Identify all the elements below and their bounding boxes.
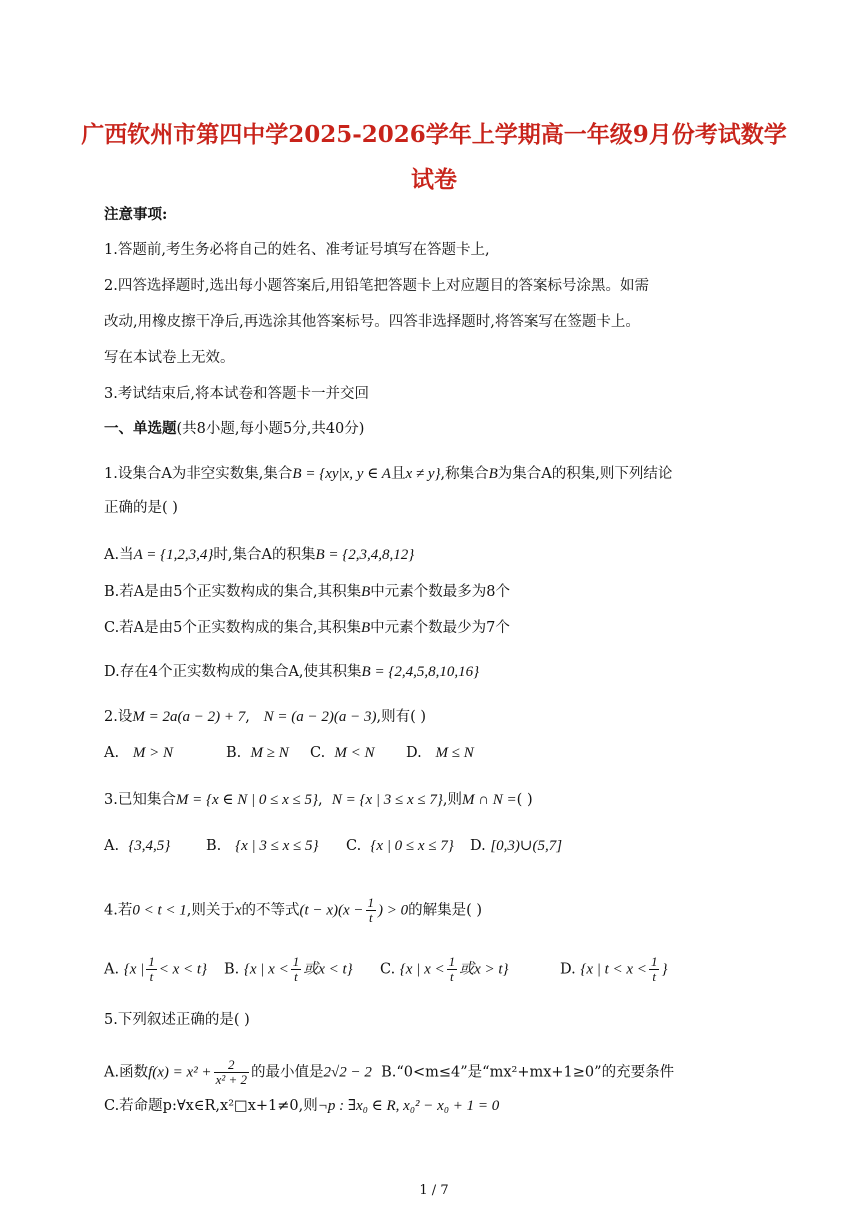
q1-option-a xyxy=(104,545,414,565)
option-label: A. xyxy=(104,838,120,854)
fraction-denominator: t xyxy=(652,969,656,984)
q1-opt-math: A = {1,2,3,4} xyxy=(133,547,214,563)
q4-option-b xyxy=(224,955,353,984)
q3-option-c xyxy=(346,836,454,856)
option-expr: < x < t} xyxy=(158,961,208,978)
option-expr: M ≤ N xyxy=(435,745,474,761)
option-label: D. xyxy=(406,745,422,761)
option-expr: 或x > t} xyxy=(459,961,509,978)
q4-option-c xyxy=(380,955,509,984)
section-heading xyxy=(104,419,364,439)
q2-option-d xyxy=(406,743,474,763)
exam-title-line1: 广西钦州市第四中学2025-2026学年上学期高一年级9月份考试数学 xyxy=(81,121,787,148)
q1-option-d xyxy=(104,662,479,682)
fraction-numerator: 1 xyxy=(650,954,658,969)
q1-option-c xyxy=(104,618,510,638)
notice-heading: 注意事项: xyxy=(104,206,168,223)
q5-option-a-b xyxy=(104,1058,674,1087)
notice-item: 1.答题前,考生务必将自己的姓名、准考证号填写在答题卡上, xyxy=(104,242,490,258)
q5-option-c xyxy=(104,1096,499,1116)
option-expr: 或x < t} xyxy=(303,961,353,978)
q2-m: M = 2a(a − 2) + 7 xyxy=(132,709,246,725)
option-fraction xyxy=(291,955,302,984)
option-fraction xyxy=(146,955,157,984)
q4-text: 的解集是( ) xyxy=(408,902,483,919)
question-2-stem: 2.设M = 2a(a − 2) + 7, N = (a − 2)(a − 3),则有( ) xyxy=(104,709,427,725)
option-label: B. xyxy=(226,745,242,761)
q4-fraction xyxy=(366,896,377,925)
option-expr: M < N xyxy=(334,745,375,761)
q5-opt-text: 的最小值是 xyxy=(251,1064,324,1081)
exam-title-line2: 试卷 xyxy=(411,166,457,193)
option-fraction xyxy=(447,955,458,984)
option-fraction xyxy=(649,955,660,984)
q1-and: 且 xyxy=(390,466,406,482)
notice-item: 改动,用橡皮擦干净后,再选涂其他答案标号。四答非选择题时,将答案写在签题卡上。 xyxy=(104,314,640,330)
q1-text: 1.设集合A为非空实数集,集合 xyxy=(104,466,293,482)
question-3-stem: 3.已知集合M = {x ∈ N | 0 ≤ x ≤ 5}, N = {x | 3 ≤ x ≤ 7},则M ∩ N =( ) xyxy=(104,792,533,808)
option-label: B. xyxy=(224,961,240,978)
q3-option-b xyxy=(206,836,319,856)
section-title: 一、单选题 xyxy=(104,420,177,437)
q3-option-a xyxy=(104,836,170,856)
q4-text: ,则关于 xyxy=(186,902,235,919)
q2-text: 2.设 xyxy=(104,709,133,725)
q2-option-c xyxy=(310,743,375,763)
question-5-stem: 5.下列叙述正确的是( ) xyxy=(104,1012,250,1028)
notice-item: 3.考试结束后,将本试卷和答题卡一并交回 xyxy=(104,386,369,402)
q4-option-a xyxy=(104,955,207,984)
question-4-stem xyxy=(104,896,482,925)
q4-ineq: (t − x)(x − xyxy=(299,902,364,919)
q3-text: ( ) xyxy=(516,792,533,808)
option-expr: {x | t < x < xyxy=(580,961,647,978)
q5-fraction xyxy=(214,1058,249,1087)
q5-opt-math: f(x) = x² + xyxy=(148,1064,212,1081)
q1-option-b xyxy=(104,582,510,602)
q1-opt-math: B xyxy=(361,584,371,600)
q1-cond: x ≠ y} xyxy=(405,466,441,482)
q4-ineq: ) > 0 xyxy=(378,902,409,919)
q1-b: B xyxy=(488,466,498,482)
option-expr: [0,3)∪(5,7] xyxy=(490,838,563,854)
option-expr: M > N xyxy=(132,745,174,761)
q2-option-b xyxy=(226,743,289,763)
option-label: A. xyxy=(104,961,120,978)
q5-opt-math: ¬p : ∃x₀ ∈ R, x₀² − x₀ + 1 = 0 xyxy=(317,1098,500,1114)
option-label: D. xyxy=(560,961,576,978)
q3-m: M = {x ∈ N | 0 ≤ x ≤ 5} xyxy=(175,792,318,808)
q5-opt-math: 2√2 − 2 xyxy=(323,1064,372,1081)
option-expr: {3,4,5} xyxy=(128,838,171,854)
option-label: C. xyxy=(346,838,362,854)
q1-opt-text: A.当 xyxy=(104,547,134,563)
notice-item: 2.四答选择题时,选出每小题答案后,用铅笔把答题卡上对应题目的答案标号涂黑。如需 xyxy=(104,278,650,294)
q1-opt-text: C.若A是由5个正实数构成的集合,其积集 xyxy=(104,620,361,636)
q3-n: N = {x | 3 ≤ x ≤ 7} xyxy=(331,792,443,808)
q2-n: N = (a − 2)(a − 3) xyxy=(263,709,377,725)
q1-set-b: B = {xy|x, y ∈ A xyxy=(292,466,391,482)
fraction-denominator: t xyxy=(149,969,154,984)
q1-opt-math: B = {2,3,4,8,12} xyxy=(315,547,415,563)
q1-opt-text: B.若A是由5个正实数构成的集合,其积集 xyxy=(104,584,362,600)
question-1-stem-cont: 正确的是( ) xyxy=(104,500,178,516)
q4-text: 的不等式 xyxy=(241,902,300,919)
q1-opt-math: B xyxy=(361,620,371,636)
q3-option-d xyxy=(470,836,562,856)
q3-expr: M ∩ N = xyxy=(461,792,517,808)
q5-opt-text: A.函数 xyxy=(104,1064,149,1081)
q4-x: x xyxy=(234,902,242,919)
q1-opt-math: B = {2,4,5,8,10,16} xyxy=(361,664,480,680)
q1-opt-text: D.存在4个正实数构成的集合A,使其积集 xyxy=(104,664,362,680)
q1-opt-text: 时,集合A的积集 xyxy=(213,547,316,563)
q3-text: ,则 xyxy=(442,792,462,808)
q2-text: ,则有( ) xyxy=(376,709,427,725)
fraction-numerator: 1 xyxy=(292,954,300,969)
fraction-numerator: 1 xyxy=(148,954,155,969)
q4-cond: 0 < t < 1 xyxy=(132,902,187,919)
q5-option-b: B.“0<m≤4”是“mx²+mx+1≥0”的充要条件 xyxy=(381,1064,675,1081)
option-expr: {x | x < xyxy=(399,961,445,978)
option-label: C. xyxy=(380,961,396,978)
fraction-denominator: t xyxy=(294,969,298,984)
q1-text: ,称集合 xyxy=(440,466,489,482)
option-expr: {x | xyxy=(123,961,145,978)
fraction-numerator: 1 xyxy=(367,895,375,910)
option-label: A. xyxy=(104,745,120,761)
option-label: C. xyxy=(310,745,326,761)
fraction-denominator: x² + 2 xyxy=(215,1072,248,1087)
q1-opt-text: 中元素个数最少为7个 xyxy=(370,620,510,636)
fraction-numerator: 1 xyxy=(448,954,456,969)
option-expr: {x | 0 ≤ x ≤ 7} xyxy=(370,838,454,854)
page-number: 1 / 7 xyxy=(419,1183,449,1198)
option-label: B. xyxy=(206,838,222,854)
q4-option-d xyxy=(560,955,667,984)
q5-opt-text: C.若命题p:∀x∈R,x²□x+1≠0,则 xyxy=(104,1098,318,1114)
option-expr: {x | x < xyxy=(243,961,289,978)
option-expr: {x | 3 ≤ x ≤ 5} xyxy=(235,838,319,854)
fraction-denominator: t xyxy=(368,910,373,925)
question-1-stem xyxy=(104,464,672,484)
q1-text: 为集合A的积集,则下列结论 xyxy=(497,466,673,482)
fraction-denominator: t xyxy=(450,969,454,984)
q1-opt-text: 中元素个数最多为8个 xyxy=(370,584,510,600)
fraction-numerator: 2 xyxy=(214,1058,249,1073)
q3-text: 3.已知集合 xyxy=(104,792,176,808)
option-label: D. xyxy=(470,838,486,854)
notice-item: 写在本试卷上无效。 xyxy=(104,350,235,366)
section-note: (共8小题,每小题5分,共40分) xyxy=(176,421,365,437)
option-expr: M ≥ N xyxy=(250,745,289,761)
option-expr: } xyxy=(661,961,668,978)
q4-text: 4.若 xyxy=(104,902,133,919)
q2-option-a xyxy=(104,743,173,763)
